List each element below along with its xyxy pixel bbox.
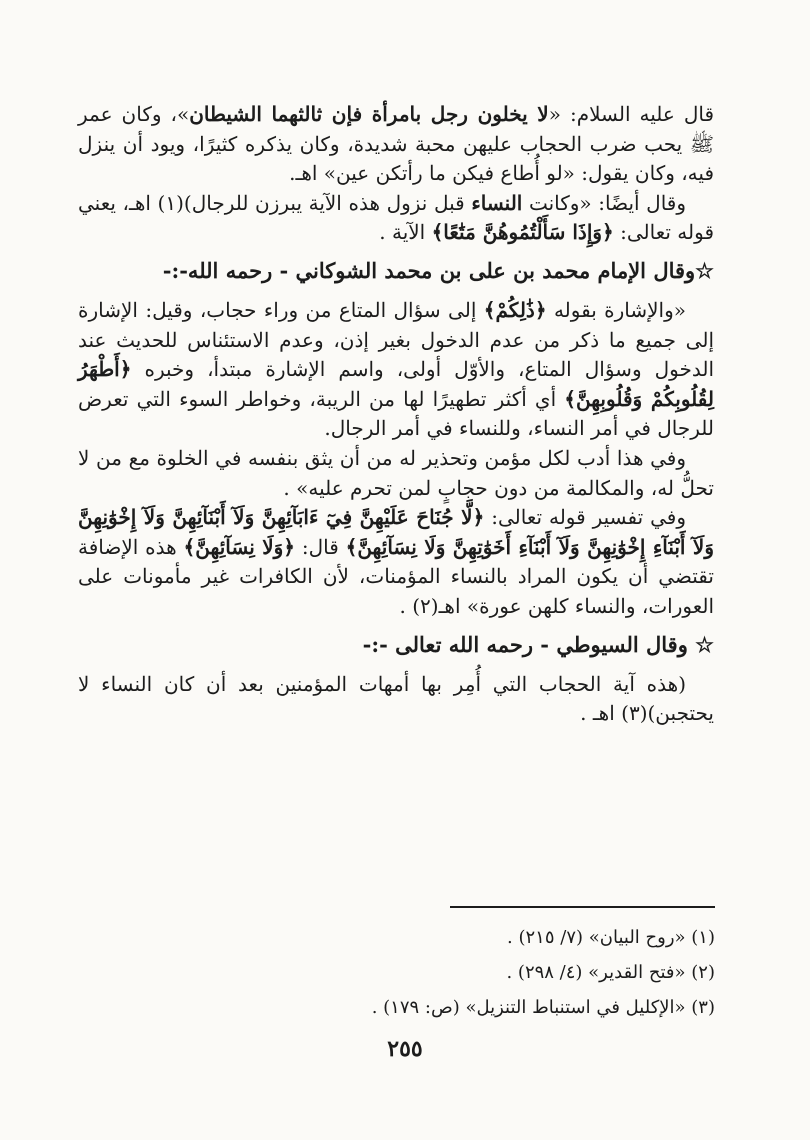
text-span: قال: — [295, 534, 346, 559]
quran-verse: ﴿وَإِذَا سَأَلْتُمُوهُنَّ مَتَٰعًا﴾ — [431, 220, 614, 245]
paragraph-3 — [78, 296, 714, 444]
footnote-1: (١) «روح البيان» (٧/ ٢١٥) . — [507, 927, 715, 948]
hadith-quote: لا يخلون رجل بامرأة فإن ثالثهما الشيطان — [189, 102, 549, 126]
text-span: الآية . — [379, 220, 432, 245]
section-heading-suyuti: ☆ وقال السيوطي - رحمه الله تعالى -:- — [362, 631, 714, 657]
footnote-3: (٣) «الإكليل في استنباط التنزيل» (ص: ١٧٩) . — [371, 997, 715, 1018]
paragraph-6: (هذه آية الحجاب التي أُمِر بها أمهات المؤمنين بعد أن كان النساء لا يحتجبن)(٣) اهـ . — [78, 671, 714, 726]
paragraph-5 — [78, 503, 714, 621]
text-span: قبل نزول هذه الآية يبرزن للرجال)(١) اهـ، يعني قوله تعالى: — [78, 190, 714, 245]
text-span: وفي تفسير قوله تعالى: — [484, 505, 687, 530]
quran-verse: ﴿وَلَا نِسَآئِهِنَّ﴾ — [183, 534, 295, 559]
main-text — [78, 100, 714, 729]
footnote-2: (٢) «فتح القدير» (٤/ ٢٩٨) . — [506, 962, 715, 983]
quran-verse: ﴿لَّا جُنَاحَ عَلَيْهِنَّ فِيٓ ءَابَآئِهِنَّ وَلَآ أَبْنَآئِهِنَّ وَلَآ إِخْوَٰنِهِنَّ وَلَآ أَبْنَآءِ إِخْوَٰنِهِنَّ وَلَآ أَبْنَآءِ أَخَوَٰتِهِنَّ وَلَا نِسَآئِهِنَّ﴾ — [78, 505, 714, 559]
paragraph-2 — [78, 189, 714, 248]
footnotes — [300, 920, 715, 1025]
text-span: وقال أيضًا: «وكانت — [522, 190, 687, 215]
text-span: إلى سؤال المتاع من وراء حجاب، وقيل: الإشارة إلى جميع ما ذكر من عدم الدخول بغير إذن، وعدم الاستئناس للحديث عند الدخول وسؤال المتاع، والأوّل أولى، واسم الإشارة مبتدأ، وخبره — [78, 297, 714, 382]
footnote-separator — [450, 906, 715, 908]
paragraph-1 — [78, 100, 714, 189]
text-span: أي أكثر تطهيرًا لها من الريبة، وخواطر السوء التي تعرض للرجال في أمر النساء، وللنساء في أمر الرجال. — [78, 386, 714, 441]
page-number: ٢٥٥ — [387, 1036, 423, 1062]
text-span: »، وكان عمر ﷺ يحب ضرب الحجاب عليهن محبة شديدة، وكان يذكره كثيرًا، ويود أن ينزل فيه، وكان يقول: «لو أُطاع فيكن ما رأتكن عين» اهـ. — [78, 102, 714, 186]
paragraph-4: وفي هذا أدب لكل مؤمن وتحذير له من أن يثق بنفسه في الخلوة مع من لا تحلُّ له، والمكالمة من دون حجابٍ لمن تحرم عليه» . — [78, 445, 714, 500]
bold-word: النساء — [471, 190, 523, 215]
section-heading-shawkani: ☆وقال الإمام محمد بن على بن محمد الشوكاني - رحمه الله-:- — [162, 257, 714, 283]
text-span: هذه الإضافة تقتضي أن يكون المراد بالنساء المؤمنات، لأن الكافرات غير مأمونات على العورات، والنساء كلهن عورة» اهـ(٢) . — [78, 534, 714, 618]
text-span: قال عليه السلام: « — [548, 102, 715, 126]
quran-verse: ﴿ذَٰلِكُمْ﴾ — [483, 297, 547, 322]
text-span: «والإشارة بقوله — [546, 297, 686, 322]
quran-verse: ﴿أَطْهَرُ لِقُلُوبِكُمْ وَقُلُوبِهِنَّ﴾ — [78, 357, 714, 411]
